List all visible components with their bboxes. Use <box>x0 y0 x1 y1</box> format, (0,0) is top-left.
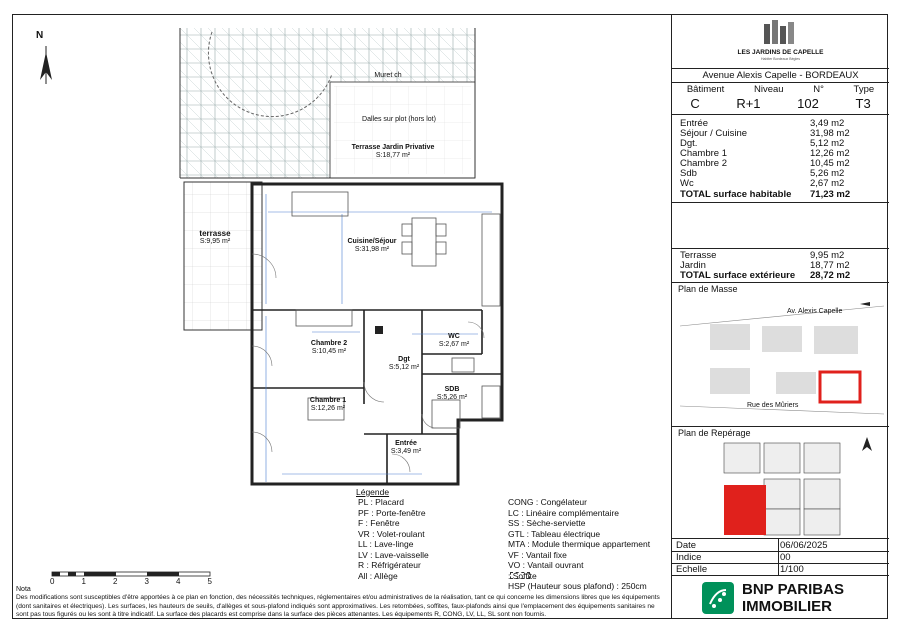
plan-masse-title: Plan de Masse <box>678 284 738 294</box>
north-arrow-small-icon <box>860 437 874 453</box>
street-top: Av. Alexis Capelle <box>787 308 843 315</box>
room-label: SDB S:5,26 m² <box>436 386 468 401</box>
room-label: Terrasse Jardin Privative S:18,77 m² <box>351 144 435 159</box>
note-title: Nota <box>16 586 31 593</box>
room-label: Chambre 2 S:10,45 m² <box>310 340 348 355</box>
room-label: Cuisine/Séjour S:31,98 m² <box>347 238 397 253</box>
legend-right: CONG : Congélateur LC : Linéaire complémentaire SS : Sèche-serviette GTL : Tableau électrique MTA : Module thermique appartement VF : Vantail fixe VO : Vantail ouvrant : Soffite HSP (Hauteur sous plafond) : 250cm <box>508 497 651 591</box>
balcony-terrace <box>184 182 262 330</box>
room-label: Dalles sur plot (hors lot) <box>362 116 436 123</box>
north-arrow-icon <box>40 46 52 84</box>
selected-lot <box>724 485 766 535</box>
note-text: Des modifications sont susceptibles d'être apportées à ce plan en fonction, des nécessités techniques, réglementaires et/ou administratives de la réalisation, tant ce qui concerne les dimensions libres que les équipements (dont sanitaires et électriques). Les surfaces, les hauteurs de seuils, d'allèges et sous-plafond indiqués sont approximatives. Les retombées, soffites, faux-plafonds ainsi que l'emplacement des équipements sanitaires ne sont pas tous figurés ou les sont à titre indicatif. La surface des placards est comprise dans la surface des pièces attenantes. Les équipements R, CONG, LV, LL, SL sont non fournis. <box>16 594 660 619</box>
north-label: N <box>36 30 44 41</box>
indice-row: Indice 00 <box>676 552 791 563</box>
street-bottom: Rue des Mûriers <box>747 402 799 409</box>
plan-reperage-title: Plan de Repérage <box>678 428 751 438</box>
legend-title: Légende <box>356 487 390 497</box>
brand-name: LES JARDINS DE CAPELLE <box>737 49 824 56</box>
header-row: Bâtiment Niveau N° Type <box>686 84 875 95</box>
soffite-swatch <box>510 572 530 579</box>
room-label: Chambre 1 S:12,26 m² <box>309 397 347 412</box>
plan-reperage-map <box>722 439 842 539</box>
room-label: WC S:2,67 m² <box>438 333 470 348</box>
scale-numbers: 0 1 2 3 4 5 <box>50 577 212 586</box>
bnp-line2: IMMOBILIER <box>742 598 832 615</box>
echelle-row: Echelle 1/100 <box>676 564 804 575</box>
room-label: Entrée S:3,49 m² <box>390 440 422 455</box>
room-label: Dgt S:5,12 m² <box>388 356 420 371</box>
title-block: LES JARDINS DE CAPELLE Habiter Bordeaux Bègles Avenue Alexis Capelle - BORDEAUX Bâtiment Niveau N° Type C R+1 102 T3 Entrée 3,49 m2 Séjour / Cuisine 31,98 m2 Dgt. 5,12 m2 Chambre 1 12,26 m2 Chambre 2 10,45 m2 Sdb 5,26 m2 Wc 2,67 m2 TOTAL surface habitable 71,23 m2 Terrasse 9,95 m2 Jardin 18,77 m2 TOTAL surface extérieure 28,72 m2 Plan de Masse Av. Alexis Capelle Rue des Mûriers Plan de Repérage Date 06/06/2025 Indice 00 Echelle 1/100 BNP PARIBAS IMMOBILIER <box>671 14 888 619</box>
bnp-line1: BNP PARIBAS <box>742 581 844 598</box>
scale-bar <box>52 572 210 576</box>
room-label: terrasse S:9,95 m² <box>199 229 231 245</box>
date-row: Date 06/06/2025 <box>676 540 828 551</box>
bnp-logo-icon <box>702 582 734 614</box>
legend-left: PL : Placard PF : Porte-fenêtre F : Fenêtre VR : Volet-roulant LL : Lave-linge LV : Lave-vaisselle R : Réfrigérateur All : Allège <box>358 497 429 581</box>
logo-icon <box>760 20 800 48</box>
brand-sub: Habiter Bordeaux Bègles <box>761 57 800 61</box>
address: Avenue Alexis Capelle - BORDEAUX <box>702 70 859 81</box>
muret-label: Muret ch <box>374 72 402 79</box>
value-row: C R+1 102 T3 <box>690 96 871 111</box>
